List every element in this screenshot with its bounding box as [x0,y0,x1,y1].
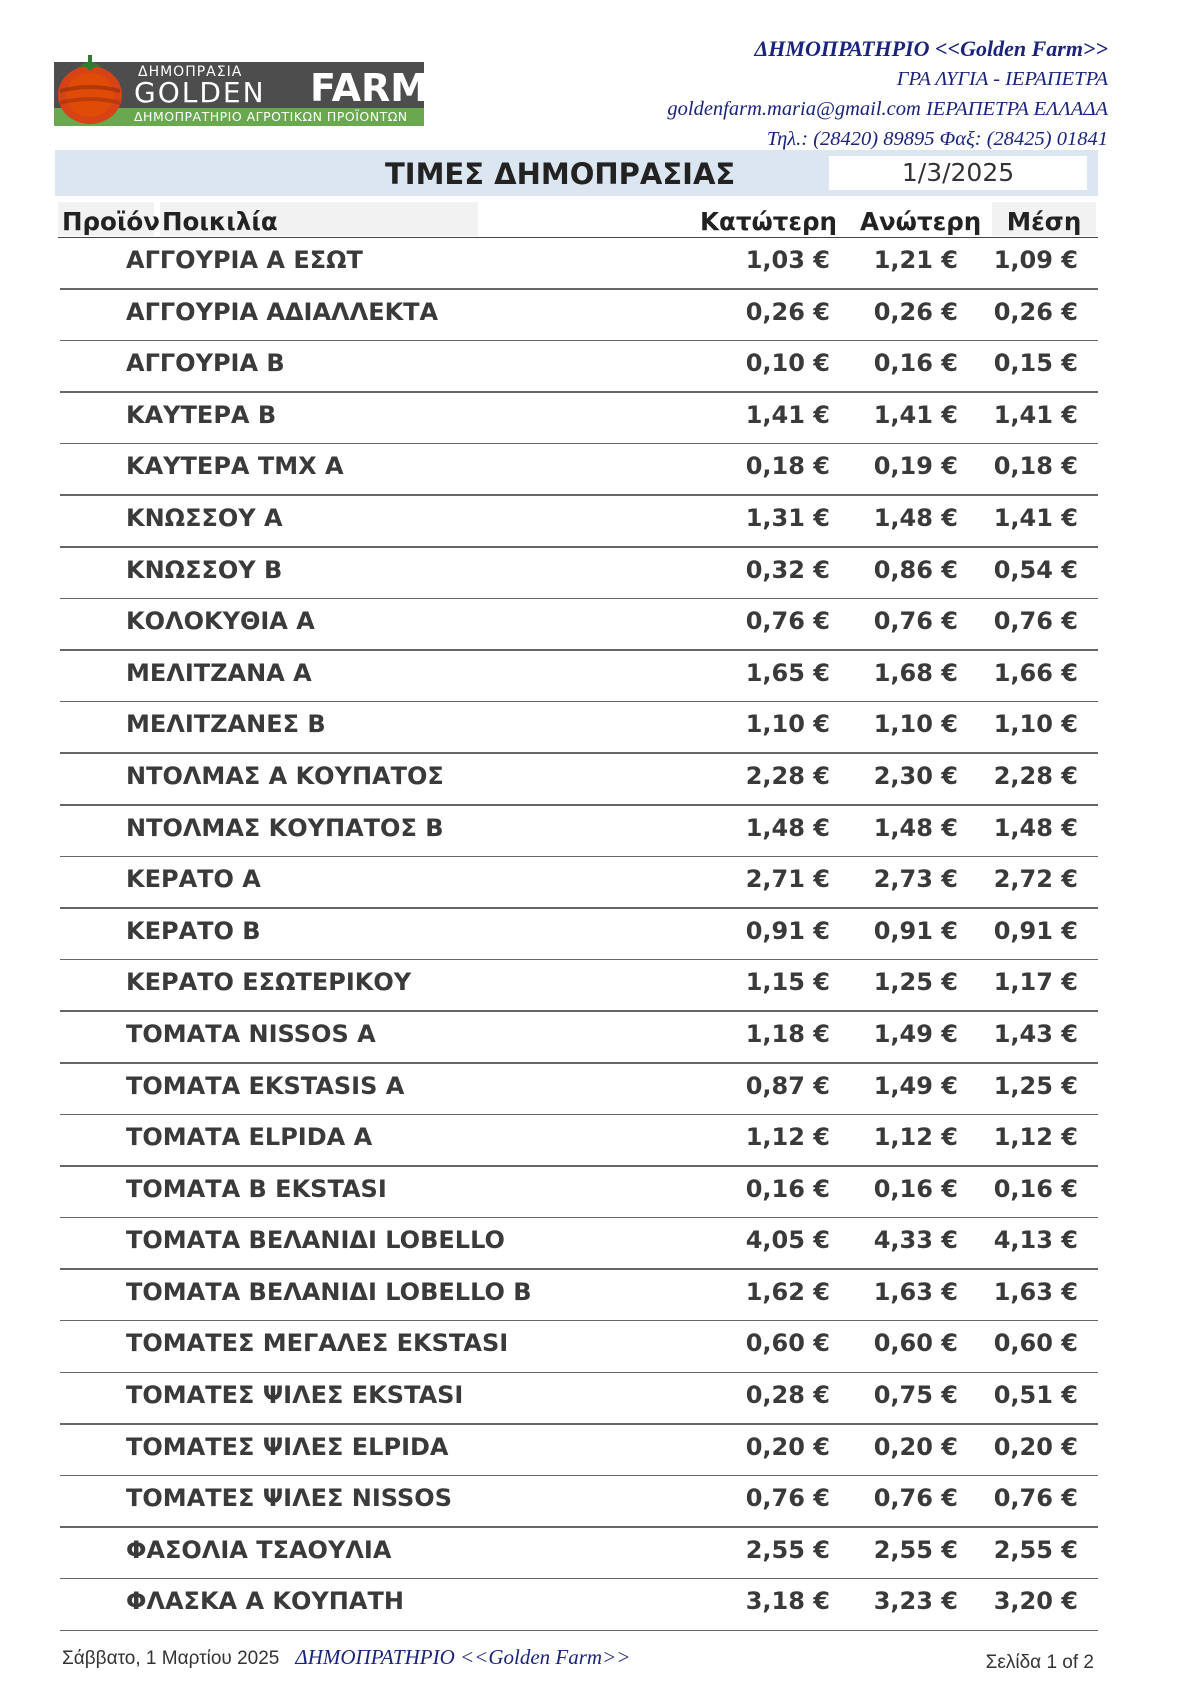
table-row [0,1476,1200,1528]
price-low: 1,48 € [745,813,830,842]
price-avg: 1,41 € [993,400,1078,429]
price-low: 2,55 € [745,1535,830,1564]
price-avg: 0,18 € [993,452,1078,481]
table-row [0,754,1200,806]
page-number: Σελίδα 1 of 2 [985,1652,1094,1673]
company-phone: Τηλ.: (28420) 89895 Φαξ: (28425) 01841 [766,128,1108,150]
column-header-product: Προϊόν [58,202,154,236]
price-avg: 1,43 € [993,1019,1078,1048]
product-name: ΑΓΓΟΥΡΙΑ ΑΔΙΑΛΛΕΚΤΑ [126,297,439,326]
product-name: ΦΑΣΟΛΙΑ ΤΣΑΟΥΛΙΑ [126,1535,392,1564]
page-title: ΤΙΜΕΣ ΔΗΜΟΠΡΑΣΙΑΣ [385,157,736,191]
price-low: 0,16 € [745,1174,830,1203]
table-row [0,341,1200,393]
price-high: 1,41 € [873,400,958,429]
price-avg: 0,60 € [993,1329,1078,1358]
table-row [0,1064,1200,1116]
product-name: ΤΟΜΑΤΑ ΒΕΛΑΝΙΔΙ LOBELLO [126,1226,505,1255]
price-avg: 0,51 € [993,1381,1078,1410]
price-high: 1,49 € [873,1019,958,1048]
price-high: 0,86 € [873,555,958,584]
table-row [0,496,1200,548]
table-row [0,548,1200,600]
footer-left [62,1645,630,1670]
product-name: ΚΑΥΤΕΡΑ Β [126,400,277,429]
price-high: 1,48 € [873,503,958,532]
price-low: 1,15 € [745,968,830,997]
table-row [0,1579,1200,1631]
price-avg: 1,25 € [993,1071,1078,1100]
price-avg: 2,72 € [993,865,1078,894]
price-high: 1,10 € [873,710,958,739]
price-high: 2,73 € [873,865,958,894]
logo-golden-text: GOLDEN [134,76,266,109]
price-high: 0,75 € [873,1381,958,1410]
price-high: 2,55 € [873,1535,958,1564]
price-low: 0,76 € [745,607,830,636]
product-name: ΚΕΡΑΤΟ ΕΣΩΤΕΡΙΚΟΥ [126,968,412,997]
price-avg: 1,12 € [993,1123,1078,1152]
price-low: 1,65 € [745,658,830,687]
price-high: 1,12 € [873,1123,958,1152]
price-high: 0,16 € [873,349,958,378]
column-header-avg: Μέση [992,202,1096,236]
price-avg: 0,76 € [993,1484,1078,1513]
product-name: ΤΟΜΑΤΕΣ ΨΙΛΕΣ ELPIDA [126,1432,449,1461]
footer-org: ΔΗΜΟΠΡΑΤΗΡΙΟ <<Golden Farm>> [295,1645,631,1669]
product-name: ΤΟΜΑΤΕΣ ΨΙΛΕΣ EKSTASI [126,1381,464,1410]
price-high: 4,33 € [873,1226,958,1255]
company-email: goldenfarm.maria@gmail.com ΙΕΡΑΠΕΤΡΑ ΕΛΛΑΔΑ [667,98,1108,120]
product-name: ΝΤΟΛΜΑΣ ΚΟΥΠΑΤΟΣ Β [126,813,444,842]
price-avg: 4,13 € [993,1226,1078,1255]
product-name: ΚΕΡΑΤΟ Β [126,916,261,945]
price-low: 2,28 € [745,761,830,790]
price-low: 0,76 € [745,1484,830,1513]
tomato-icon [56,53,124,125]
company-info [667,34,1108,154]
table-row [0,1167,1200,1219]
product-name: ΤΟΜΑΤΑ EKSTASIS Α [126,1071,405,1100]
price-low: 0,20 € [745,1432,830,1461]
price-low: 0,87 € [745,1071,830,1100]
price-low: 1,10 € [745,710,830,739]
table-row [0,1270,1200,1322]
product-name: ΚΕΡΑΤΟ Α [126,865,261,894]
table-row [0,290,1200,342]
price-low: 0,28 € [745,1381,830,1410]
price-avg: 3,20 € [993,1587,1078,1616]
price-high: 1,49 € [873,1071,958,1100]
price-low: 0,32 € [745,555,830,584]
table-row [0,960,1200,1012]
price-low: 1,31 € [745,503,830,532]
table-row [0,857,1200,909]
column-header-high: Ανώτερη [860,207,982,236]
price-avg: 0,26 € [993,297,1078,326]
product-name: ΑΓΓΟΥΡΙΑ Β [126,349,285,378]
price-high: 1,25 € [873,968,958,997]
product-name: ΤΟΜΑΤΕΣ ΜΕΓΑΛΕΣ EKSTASI [126,1329,509,1358]
product-name: ΦΛΑΣΚΑ Α ΚΟΥΠΑΤΗ [126,1587,404,1616]
price-avg: 1,10 € [993,710,1078,739]
price-low: 0,60 € [745,1329,830,1358]
table-row [0,1373,1200,1425]
price-low: 1,62 € [745,1277,830,1306]
price-avg: 1,17 € [993,968,1078,997]
table-row [0,1425,1200,1477]
price-high: 1,68 € [873,658,958,687]
product-name: ΚΝΩΣΣΟΥ Α [126,503,283,532]
company-name: ΔΗΜΟΠΡΑΤΗΡΙΟ <<Golden Farm>> [754,36,1108,61]
table-row [0,1528,1200,1580]
price-high: 0,19 € [873,452,958,481]
table-row [0,651,1200,703]
product-name: ΤΟΜΑΤΑ ΒΕΛΑΝΙΔΙ LOBELLO Β [126,1277,532,1306]
price-low: 2,71 € [745,865,830,894]
product-name: ΜΕΛΙΤΖΑΝΕΣ Β [126,710,326,739]
price-high: 1,21 € [873,246,958,274]
table-row [0,806,1200,858]
table-row [0,1218,1200,1270]
price-low: 0,91 € [745,916,830,945]
table-row [0,1115,1200,1167]
price-avg: 1,41 € [993,503,1078,532]
table-row [0,702,1200,754]
price-high: 0,16 € [873,1174,958,1203]
product-name: ΚΑΥΤΕΡΑ ΤΜΧ Α [126,452,344,481]
price-low: 1,18 € [745,1019,830,1048]
price-avg: 1,09 € [993,246,1078,274]
price-avg: 2,55 € [993,1535,1078,1564]
price-high: 0,26 € [873,297,958,326]
price-avg: 1,48 € [993,813,1078,842]
price-high: 0,20 € [873,1432,958,1461]
auction-date: 1/3/2025 [829,156,1087,190]
price-avg: 1,63 € [993,1277,1078,1306]
column-header-variety: Ποικιλία [160,202,478,236]
title-bar [55,150,1098,196]
price-avg: 0,91 € [993,916,1078,945]
price-avg: 0,15 € [993,349,1078,378]
product-name: ΑΓΓΟΥΡΙΑ Α ΕΣΩΤ [126,246,363,274]
price-high: 1,63 € [873,1277,958,1306]
price-avg: 1,66 € [993,658,1078,687]
company-address: ΓΡΑ ΛΥΓΙΑ - ΙΕΡΑΠΕΤΡΑ [896,68,1108,90]
product-name: ΚΟΛΟΚΥΘΙΑ Α [126,607,315,636]
logo-farm-text: FARM [310,66,429,110]
table-row [0,1012,1200,1064]
price-high: 0,76 € [873,607,958,636]
table-row [0,444,1200,496]
product-name: ΜΕΛΙΤΖΑΝΑ Α [126,658,312,687]
price-table [0,238,1200,1631]
price-low: 0,26 € [745,297,830,326]
product-name: ΤΟΜΑΤΑ NISSOS Α [126,1019,376,1048]
column-header-low: Κατώτερη [700,207,837,236]
price-avg: 0,76 € [993,607,1078,636]
price-high: 0,91 € [873,916,958,945]
table-row [0,909,1200,961]
price-low: 1,12 € [745,1123,830,1152]
price-avg: 0,16 € [993,1174,1078,1203]
price-high: 1,48 € [873,813,958,842]
price-high: 3,23 € [873,1587,958,1616]
price-high: 0,60 € [873,1329,958,1358]
price-avg: 2,28 € [993,761,1078,790]
price-avg: 0,54 € [993,555,1078,584]
price-low: 0,18 € [745,452,830,481]
price-low: 1,03 € [745,246,830,274]
product-name: ΝΤΟΛΜΑΣ Α ΚΟΥΠΑΤΟΣ [126,761,444,790]
table-row [0,238,1200,290]
logo-small-text: ΔΗΜΟΠΡΑΣΙΑ [138,64,243,80]
product-name: ΚΝΩΣΣΟΥ Β [126,555,283,584]
product-name: ΤΟΜΑΤΑ Β EKSTASI [126,1174,387,1203]
table-row [0,599,1200,651]
price-low: 0,10 € [745,349,830,378]
table-row [0,1321,1200,1373]
product-name: ΤΟΜΑΤΑ ELPIDA Α [126,1123,373,1152]
price-low: 4,05 € [745,1226,830,1255]
price-high: 2,30 € [873,761,958,790]
product-name: ΤΟΜΑΤΕΣ ΨΙΛΕΣ NISSOS [126,1484,452,1513]
price-low: 1,41 € [745,400,830,429]
price-high: 0,76 € [873,1484,958,1513]
table-row [0,393,1200,445]
price-low: 3,18 € [745,1587,830,1616]
golden-farm-logo [54,48,429,128]
logo-subtitle: ΔΗΜΟΠΡΑΤΗΡΙΟ ΑΓΡΟΤΙΚΩΝ ΠΡΟΪΟΝΤΩΝ [134,109,408,124]
footer-date: Σάββατο, 1 Μαρτίου 2025 [62,1648,280,1669]
price-avg: 0,20 € [993,1432,1078,1461]
